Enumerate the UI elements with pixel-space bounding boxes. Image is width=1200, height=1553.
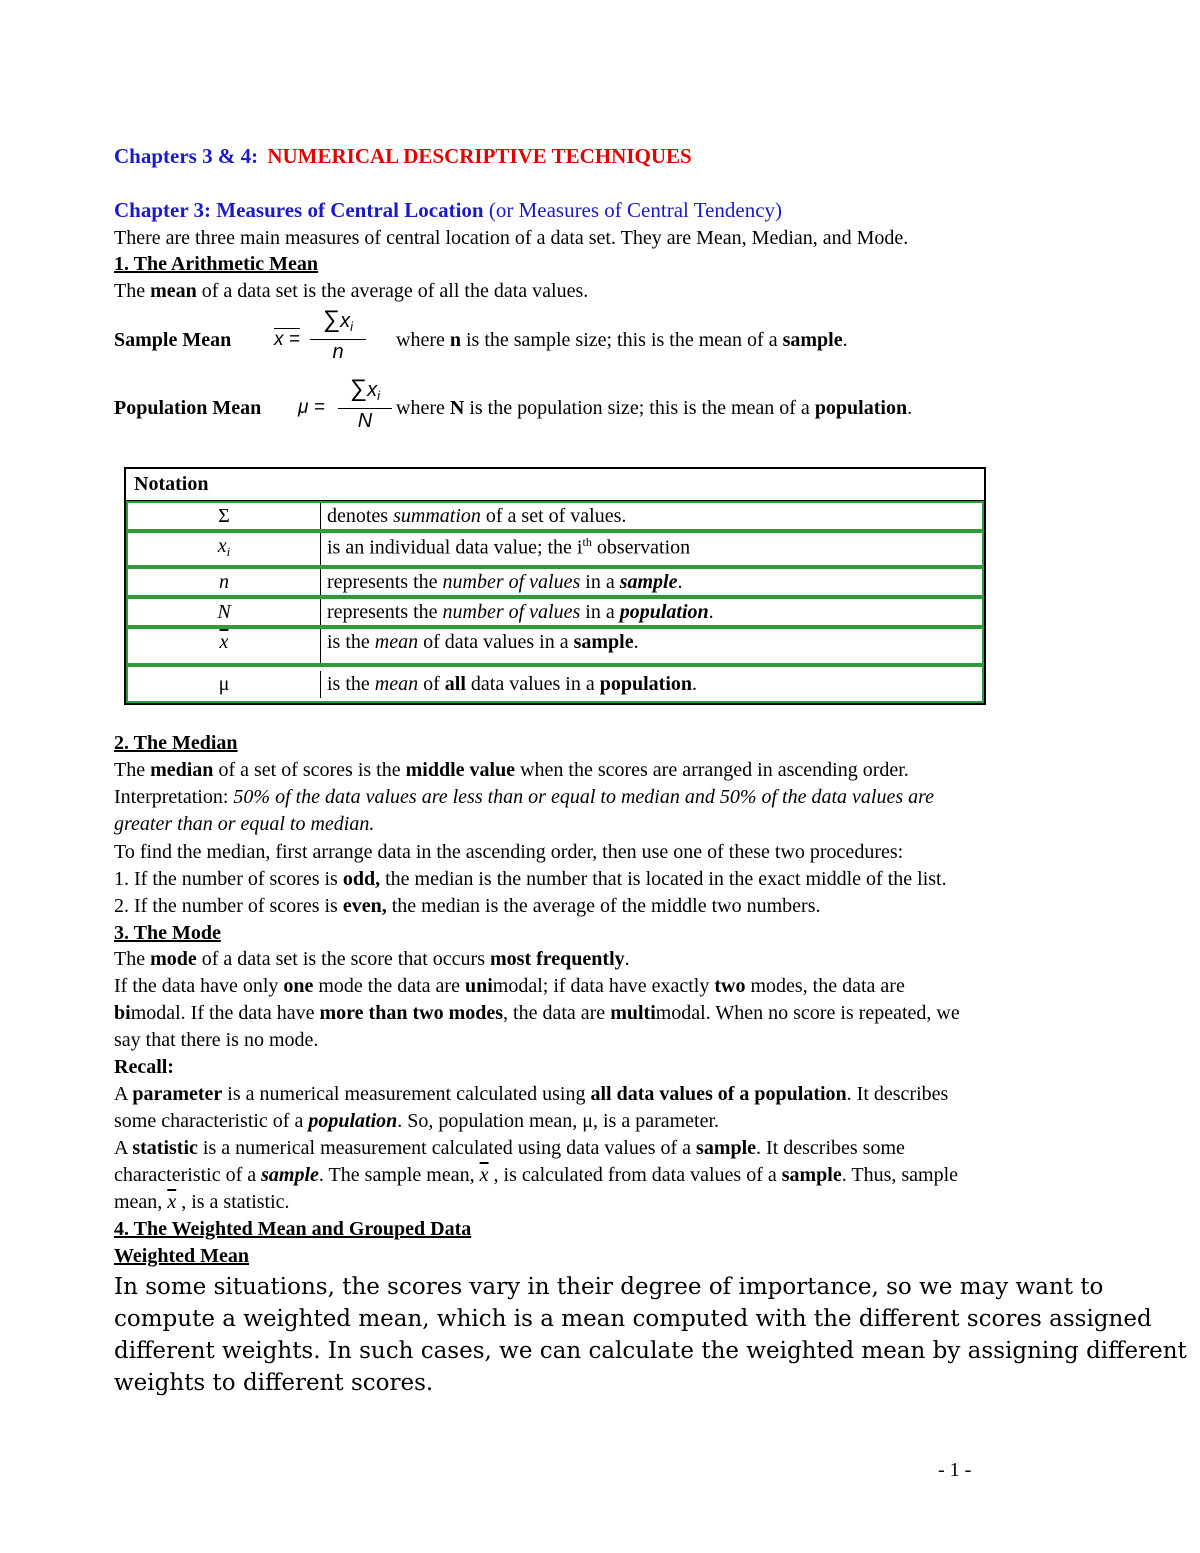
weighted-paragraph-4: weights to different scores. — [114, 1370, 434, 1396]
notation-desc: is the mean of all data values in a population. — [327, 672, 698, 695]
mode-line-4: say that there is no mode. — [114, 1029, 319, 1051]
notation-symbol: $\overline{x}$ — [128, 629, 321, 663]
notation-desc: is an individual data value; the $i^{th}$ observation — [327, 535, 691, 559]
weighted-subheading: Weighted Mean — [114, 1245, 249, 1267]
pop-mean-den: N — [357, 410, 373, 432]
sm-t2: n — [449, 329, 461, 351]
median-line-1: The median of a set of scores is the middle value when the scores are arranged in ascending order. — [114, 759, 909, 781]
notation-symbol: μ — [128, 671, 321, 698]
population-mean-desc — [396, 397, 912, 420]
median-line-3: greater than or equal to median. — [114, 813, 375, 835]
weighted-paragraph-1: In some situations, the scores vary in their degree of importance, so we may want to — [114, 1274, 1104, 1300]
table-row — [126, 501, 984, 531]
weighted-paragraph-2: compute a weighted mean, which is a mean computed with the different scores assigned — [114, 1306, 1152, 1332]
median-line-2: Interpretation: 50% of the data values are less than or equal to median and 50% of the data values are — [114, 786, 935, 808]
median-line-5: 1. If the number of scores is odd, the median is the number that is located in the exact middle of the list. — [114, 868, 947, 890]
pm-t2: N — [449, 397, 465, 419]
pop-mean-num: x — [367, 379, 378, 401]
page-number: - 1 - — [938, 1459, 972, 1481]
sample-mean-den: n — [332, 341, 344, 363]
sm-t1: where — [396, 329, 450, 351]
notation-desc: represents the number of values in a population. — [327, 601, 714, 623]
median-line-4: To find the median, first arrange data in the ascending order, then use one of these two procedures: — [114, 841, 904, 863]
table-row — [126, 627, 984, 665]
notation-symbol: n — [128, 569, 321, 595]
pm-t3: is the population size; this is the mean of a — [464, 397, 815, 419]
sigma-icon: ∑ — [323, 306, 341, 333]
title-topic: NUMERICAL DESCRIPTIVE TECHNIQUES — [267, 144, 692, 168]
mean-heading: 1. The Arithmetic Mean — [114, 253, 319, 275]
sample-mean-fraction — [310, 308, 366, 364]
mean-def-bold: mean — [150, 280, 197, 302]
chapter-heading — [114, 198, 782, 223]
population-mean-label: Population Mean — [114, 397, 262, 419]
weighted-paragraph-3: different weights. In such cases, we can calculate the weighted mean by assigning different — [114, 1338, 1187, 1364]
mode-heading: 3. The Mode — [114, 922, 221, 944]
recall-heading: Recall: — [114, 1056, 174, 1078]
title-chapters: Chapters 3 & 4: — [114, 144, 259, 168]
sample-mean-lhs — [274, 329, 300, 351]
notation-desc: denotes summation of a set of values. — [327, 505, 627, 527]
recall-line-3: A statistic is a numerical measurement calculated using data values of a sample. It describes some — [114, 1137, 905, 1159]
notation-symbol: $x_i$ — [128, 533, 321, 565]
chapter-heading-sub: (or Measures of Central Tendency) — [488, 198, 783, 222]
recall-line-2: some characteristic of a population. So, population mean, μ, is a parameter. — [114, 1110, 720, 1132]
notation-symbol: Σ — [128, 503, 321, 529]
mode-line-2: If the data have only one mode the data are unimodal; if data have exactly two modes, the data are — [114, 975, 905, 997]
sample-mean-label: Sample Mean — [114, 329, 232, 351]
mode-line-1: The mode of a data set is the score that occurs most frequently. — [114, 948, 630, 970]
sm-t5: . — [842, 329, 848, 351]
notation-desc: is the mean of data values in a sample. — [327, 631, 639, 653]
pm-t1: where — [396, 397, 450, 419]
mean-definition — [114, 278, 588, 304]
sigma-icon: ∑ — [350, 375, 368, 402]
weighted-heading: 4. The Weighted Mean and Grouped Data — [114, 1218, 472, 1240]
notation-header: Notation — [126, 469, 984, 501]
sample-mean-sub: i — [350, 319, 353, 334]
population-mean-fraction — [338, 377, 392, 433]
table-row — [126, 665, 984, 703]
intro-text: There are three main measures of central location of a data set. They are Mean, Median, and Mode. — [114, 227, 909, 249]
pop-mean-sub: i — [377, 388, 380, 403]
median-heading: 2. The Median — [114, 732, 238, 754]
notation-symbol: N — [128, 599, 321, 625]
median-line-6: 2. If the number of scores is even, the median is the average of the middle two numbers. — [114, 895, 821, 917]
sample-mean-desc — [396, 329, 848, 352]
recall-line-5: mean, $\overline{x}$ , is a statistic. — [114, 1191, 290, 1213]
table-row — [126, 531, 984, 567]
page-title — [114, 144, 692, 169]
pm-t4: population — [814, 397, 908, 419]
sample-mean-lhs-text: x = — [274, 329, 300, 350]
table-row — [126, 567, 984, 597]
table-row — [126, 597, 984, 627]
mode-line-3: bimodal. If the data have more than two modes, the data are multimodal. When no score is repeated, we — [114, 1002, 960, 1024]
population-mean-lhs: μ = — [298, 397, 325, 418]
notation-desc: represents the number of values in a sample. — [327, 571, 683, 593]
mean-def-post: of a data set is the average of all the data values. — [196, 280, 589, 302]
recall-line-1: A parameter is a numerical measurement calculated using all data values of a population. It describes — [114, 1083, 949, 1105]
sm-t3: is the sample size; this is the mean of a — [460, 329, 783, 351]
sample-mean-num: x — [340, 310, 351, 332]
notation-table — [124, 467, 986, 705]
mean-def-pre: The — [114, 280, 151, 302]
recall-line-4: characteristic of a sample. The sample mean, $\overline{x}$ , is calculated from data values of a sample. Thus, sample — [114, 1164, 959, 1186]
pm-t5: . — [907, 397, 913, 419]
chapter-heading-main: Chapter 3: Measures of Central Location — [114, 198, 484, 222]
sm-t4: sample — [782, 329, 843, 351]
